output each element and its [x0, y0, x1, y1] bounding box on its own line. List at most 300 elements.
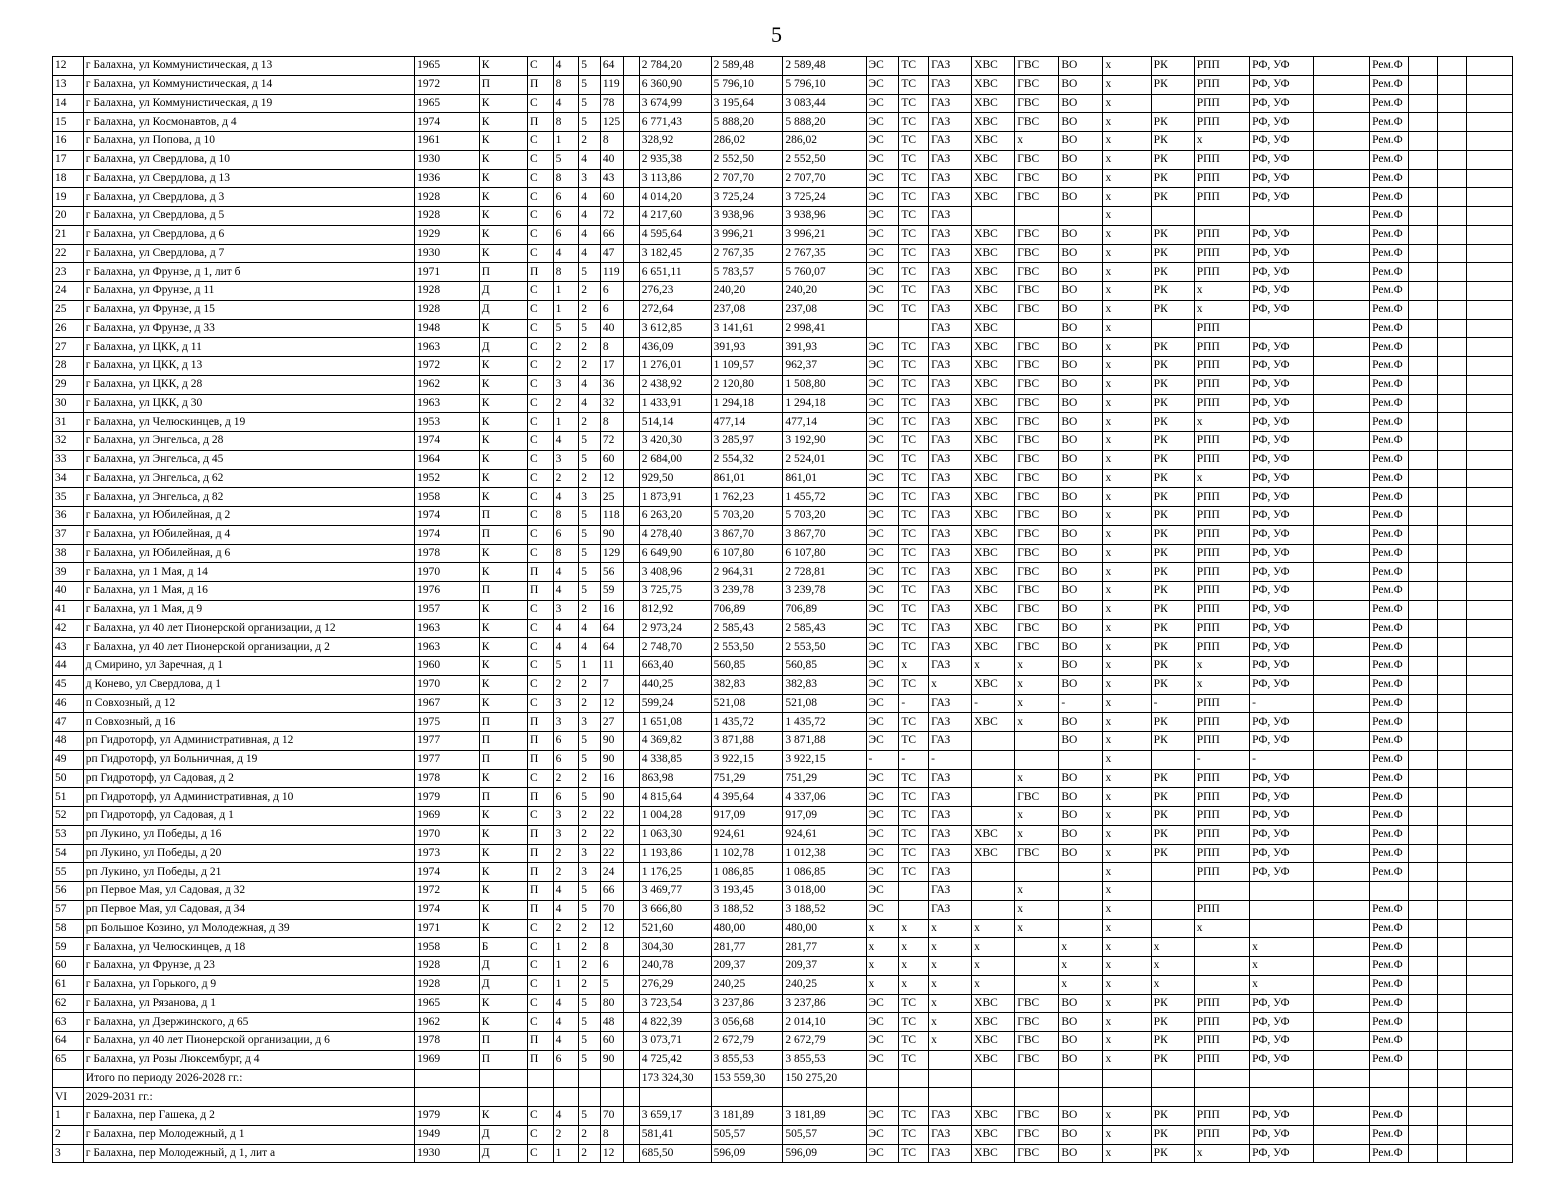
- table-cell: [1437, 919, 1466, 938]
- table-cell: П: [528, 1032, 554, 1051]
- table-cell: 2 524,01: [783, 450, 866, 469]
- table-cell: 4: [579, 207, 601, 226]
- table-cell: 40: [600, 150, 624, 169]
- table-row: [53, 975, 1513, 994]
- table-cell: 2: [579, 807, 601, 826]
- table-cell: [624, 788, 639, 807]
- table-cell: ТС: [899, 769, 929, 788]
- table-cell: [624, 188, 639, 207]
- table-cell: 2: [579, 300, 601, 319]
- table-cell: ХВС: [972, 544, 1015, 563]
- table-cell: 5 796,10: [783, 75, 866, 94]
- table-cell: х: [1103, 863, 1151, 882]
- table-cell: [1437, 244, 1466, 263]
- table-cell: РК: [1151, 263, 1194, 282]
- table-cell: ГВС: [1015, 300, 1059, 319]
- table-cell: 7: [600, 675, 624, 694]
- table-cell: 4: [579, 619, 601, 638]
- table-cell: х: [929, 957, 972, 976]
- table-cell: 1 102,78: [711, 844, 783, 863]
- table-cell: Рем.Ф: [1370, 282, 1409, 301]
- table-cell: 153 559,30: [711, 1069, 783, 1088]
- table-cell: ВО: [1059, 282, 1103, 301]
- table-cell: Рем.Ф: [1370, 507, 1409, 526]
- table-cell: Рем.Ф: [1370, 638, 1409, 657]
- table-cell: ГВС: [1015, 600, 1059, 619]
- table-cell: [1409, 788, 1438, 807]
- table-cell: [624, 619, 639, 638]
- table-cell: [1466, 957, 1512, 976]
- table-cell: [1466, 94, 1512, 113]
- table-cell: 4: [579, 150, 601, 169]
- table-cell: [1250, 1069, 1314, 1088]
- table-cell: х: [1103, 732, 1151, 751]
- table-cell: ВО: [1059, 263, 1103, 282]
- table-cell: ГВС: [1015, 544, 1059, 563]
- table-cell: [1466, 188, 1512, 207]
- table-cell: [1437, 282, 1466, 301]
- table-cell: РК: [1151, 169, 1194, 188]
- table-cell: [1409, 919, 1438, 938]
- table-cell: [1313, 975, 1369, 994]
- table-cell: [1466, 844, 1512, 863]
- table-cell: 1976: [415, 582, 480, 601]
- table-cell: 22: [600, 825, 624, 844]
- table-cell: 3 725,75: [639, 582, 711, 601]
- table-cell: [1466, 488, 1512, 507]
- table-cell: ВО: [1059, 469, 1103, 488]
- table-cell: РФ, УФ: [1250, 338, 1314, 357]
- table-cell: [1313, 169, 1369, 188]
- table-cell: С: [528, 507, 554, 526]
- table-cell: х: [1015, 919, 1059, 938]
- table-cell: ГАЗ: [929, 788, 972, 807]
- table-cell: РФ, УФ: [1250, 769, 1314, 788]
- table-cell: [1437, 825, 1466, 844]
- table-cell: К: [479, 150, 527, 169]
- table-cell: [1437, 694, 1466, 713]
- table-row: [53, 507, 1513, 526]
- table-cell: рп Первое Мая, ул Садовая, д 32: [83, 882, 414, 901]
- table-cell: ЭС: [866, 188, 899, 207]
- table-cell: х: [1103, 75, 1151, 94]
- table-cell: [1313, 582, 1369, 601]
- table-cell: х: [1250, 957, 1314, 976]
- table-cell: 64: [600, 619, 624, 638]
- table-cell: К: [479, 188, 527, 207]
- table-cell: С: [528, 300, 554, 319]
- table-cell: г Балахна, ул Челюскинцев, д 19: [83, 413, 414, 432]
- table-cell: 240,25: [783, 975, 866, 994]
- table-cell: РК: [1151, 57, 1194, 76]
- table-cell: 2 973,24: [639, 619, 711, 638]
- table-cell: ЭС: [866, 582, 899, 601]
- table-cell: VI: [53, 1088, 84, 1107]
- table-cell: х: [1103, 694, 1151, 713]
- table-cell: 477,14: [783, 413, 866, 432]
- table-cell: 17: [53, 150, 84, 169]
- table-cell: 3: [53, 1144, 84, 1163]
- table-cell: х: [1103, 900, 1151, 919]
- table-cell: 28: [53, 357, 84, 376]
- table-cell: ВО: [1059, 769, 1103, 788]
- table-cell: 1928: [415, 207, 480, 226]
- table-cell: 5 703,20: [783, 507, 866, 526]
- table-row: [53, 900, 1513, 919]
- table-cell: [1409, 319, 1438, 338]
- table-cell: 1 063,30: [639, 825, 711, 844]
- table-cell: 1 508,80: [783, 375, 866, 394]
- table-cell: 1965: [415, 994, 480, 1013]
- table-cell: [1015, 207, 1059, 226]
- table-cell: П: [528, 732, 554, 751]
- table-cell: [624, 882, 639, 901]
- table-cell: [972, 750, 1015, 769]
- table-cell: ГВС: [1015, 1050, 1059, 1069]
- table-cell: [1313, 94, 1369, 113]
- page-number: 5: [771, 22, 782, 47]
- table-cell: 1961: [415, 132, 480, 151]
- table-cell: К: [479, 544, 527, 563]
- table-cell: Рем.Ф: [1370, 188, 1409, 207]
- table-cell: [579, 1088, 601, 1107]
- table-cell: ГВС: [1015, 582, 1059, 601]
- table-cell: [1409, 1088, 1438, 1107]
- table-cell: 3: [553, 450, 579, 469]
- table-cell: 51: [53, 788, 84, 807]
- table-cell: [972, 1088, 1015, 1107]
- table-cell: 6 651,11: [639, 263, 711, 282]
- table-cell: [1437, 394, 1466, 413]
- table-cell: 6: [600, 282, 624, 301]
- table-cell: ГАЗ: [929, 507, 972, 526]
- table-cell: ХВС: [972, 600, 1015, 619]
- table-cell: РК: [1151, 825, 1194, 844]
- table-cell: РК: [1151, 582, 1194, 601]
- table-cell: 5: [579, 994, 601, 1013]
- table-cell: С: [528, 57, 554, 76]
- table-cell: [1313, 994, 1369, 1013]
- table-row: [53, 844, 1513, 863]
- table-cell: [1015, 750, 1059, 769]
- table-cell: ГВС: [1015, 469, 1059, 488]
- table-cell: Рем.Ф: [1370, 1050, 1409, 1069]
- table-cell: [1313, 638, 1369, 657]
- table-cell: х: [1103, 357, 1151, 376]
- table-cell: [1437, 488, 1466, 507]
- table-cell: 11: [600, 657, 624, 676]
- table-row: [53, 563, 1513, 582]
- table-cell: РК: [1151, 769, 1194, 788]
- table-cell: [1313, 807, 1369, 826]
- table-cell: С: [528, 150, 554, 169]
- table-cell: ГАЗ: [929, 882, 972, 901]
- table-cell: Рем.Ф: [1370, 169, 1409, 188]
- table-cell: РФ, УФ: [1250, 413, 1314, 432]
- table-cell: [1313, 919, 1369, 938]
- table-row: [53, 169, 1513, 188]
- table-cell: 6 360,90: [639, 75, 711, 94]
- table-cell: ГАЗ: [929, 357, 972, 376]
- table-cell: ЭС: [866, 882, 899, 901]
- table-cell: ЭС: [866, 788, 899, 807]
- table-cell: [1313, 338, 1369, 357]
- table-row: [53, 882, 1513, 901]
- table-cell: С: [528, 450, 554, 469]
- table-cell: х: [1059, 938, 1103, 957]
- table-cell: рп Большое Козино, ул Молодежная, д 39: [83, 919, 414, 938]
- table-cell: ТС: [899, 825, 929, 844]
- table-cell: 1978: [415, 1032, 480, 1051]
- table-cell: ХВС: [972, 1144, 1015, 1163]
- table-cell: С: [528, 807, 554, 826]
- table-cell: 6 649,90: [639, 544, 711, 563]
- table-cell: 1928: [415, 975, 480, 994]
- table-cell: г Балахна, ул Рязанова, д 1: [83, 994, 414, 1013]
- table-cell: [711, 1088, 783, 1107]
- table-cell: 3 420,30: [639, 432, 711, 451]
- table-cell: [624, 207, 639, 226]
- table-cell: [624, 807, 639, 826]
- table-cell: 1971: [415, 263, 480, 282]
- table-cell: 12: [53, 57, 84, 76]
- table-cell: 4: [579, 375, 601, 394]
- table-row: [53, 694, 1513, 713]
- table-cell: [1437, 357, 1466, 376]
- table-cell: П: [528, 788, 554, 807]
- table-cell: 8: [553, 169, 579, 188]
- table-cell: ГАЗ: [929, 563, 972, 582]
- table-cell: ВО: [1059, 619, 1103, 638]
- table-row: [53, 432, 1513, 451]
- table-cell: 3 725,24: [783, 188, 866, 207]
- table-cell: [1437, 1069, 1466, 1088]
- table-cell: 5 888,20: [783, 113, 866, 132]
- table-cell: 1974: [415, 113, 480, 132]
- table-cell: [1103, 1088, 1151, 1107]
- table-cell: С: [528, 488, 554, 507]
- table-cell: РФ, УФ: [1250, 357, 1314, 376]
- table-cell: ВО: [1059, 488, 1103, 507]
- table-cell: 32: [53, 432, 84, 451]
- table-cell: РФ, УФ: [1250, 432, 1314, 451]
- table-cell: [553, 1069, 579, 1088]
- table-cell: 4 815,64: [639, 788, 711, 807]
- table-cell: х: [1103, 807, 1151, 826]
- table-cell: ЭС: [866, 263, 899, 282]
- table-cell: 1936: [415, 169, 480, 188]
- table-cell: [624, 244, 639, 263]
- table-cell: [1437, 769, 1466, 788]
- table-cell: 2 438,92: [639, 375, 711, 394]
- table-cell: [1466, 1144, 1512, 1163]
- table-cell: ГАЗ: [929, 300, 972, 319]
- table-cell: г Балахна, ул Свердлова, д 5: [83, 207, 414, 226]
- table-cell: ХВС: [972, 169, 1015, 188]
- table-cell: П: [528, 863, 554, 882]
- table-cell: 60: [600, 450, 624, 469]
- table-row: [53, 244, 1513, 263]
- table-cell: [1313, 469, 1369, 488]
- table-row: [53, 394, 1513, 413]
- table-cell: 3 725,24: [711, 188, 783, 207]
- table-row: [53, 657, 1513, 676]
- table-cell: 21: [53, 225, 84, 244]
- table-cell: 4 369,82: [639, 732, 711, 751]
- table-cell: г Балахна, ул Коммунистическая, д 13: [83, 57, 414, 76]
- table-cell: [1313, 825, 1369, 844]
- table-cell: [1409, 1050, 1438, 1069]
- table-cell: ГВС: [1015, 394, 1059, 413]
- table-cell: [1409, 957, 1438, 976]
- table-cell: Рем.Ф: [1370, 713, 1409, 732]
- table-cell: РПП: [1194, 544, 1249, 563]
- table-cell: Д: [479, 282, 527, 301]
- table-cell: РК: [1151, 225, 1194, 244]
- table-cell: 663,40: [639, 657, 711, 676]
- table-cell: [1194, 207, 1249, 226]
- table-row: [53, 225, 1513, 244]
- table-cell: 3 922,15: [711, 750, 783, 769]
- table-cell: РПП: [1194, 394, 1249, 413]
- table-cell: ГАЗ: [929, 375, 972, 394]
- table-cell: рп Лукино, ул Победы, д 20: [83, 844, 414, 863]
- table-cell: Рем.Ф: [1370, 788, 1409, 807]
- table-cell: 4: [553, 488, 579, 507]
- table-cell: С: [528, 600, 554, 619]
- table-cell: РК: [1151, 338, 1194, 357]
- table-cell: С: [528, 207, 554, 226]
- table-cell: [1250, 1088, 1314, 1107]
- table-cell: 3 996,21: [783, 225, 866, 244]
- table-cell: К: [479, 432, 527, 451]
- table-cell: [1466, 132, 1512, 151]
- table-cell: [1409, 863, 1438, 882]
- table-cell: 3 285,97: [711, 432, 783, 451]
- table-cell: ТС: [899, 57, 929, 76]
- table-cell: [1437, 638, 1466, 657]
- table-cell: РФ, УФ: [1250, 657, 1314, 676]
- table-cell: 1962: [415, 1013, 480, 1032]
- table-cell: [1059, 1069, 1103, 1088]
- table-cell: ГАЗ: [929, 188, 972, 207]
- table-cell: Рем.Ф: [1370, 432, 1409, 451]
- table-cell: РК: [1151, 188, 1194, 207]
- table-cell: РПП: [1194, 694, 1249, 713]
- table-cell: [1466, 938, 1512, 957]
- table-cell: ГВС: [1015, 1013, 1059, 1032]
- table-cell: 1: [579, 657, 601, 676]
- table-cell: РФ, УФ: [1250, 788, 1314, 807]
- table-cell: 1974: [415, 525, 480, 544]
- table-cell: 8: [553, 544, 579, 563]
- table-cell: РФ, УФ: [1250, 75, 1314, 94]
- table-cell: [624, 300, 639, 319]
- table-cell: 751,29: [783, 769, 866, 788]
- table-cell: ГАЗ: [929, 132, 972, 151]
- table-cell: [1437, 863, 1466, 882]
- table-row: [53, 919, 1513, 938]
- table-cell: 2: [553, 1125, 579, 1144]
- table-cell: 80: [600, 994, 624, 1013]
- table-cell: РПП: [1194, 57, 1249, 76]
- table-cell: [624, 825, 639, 844]
- table-cell: [1313, 450, 1369, 469]
- table-cell: 240,25: [711, 975, 783, 994]
- table-cell: РФ, УФ: [1250, 563, 1314, 582]
- table-cell: РК: [1151, 1144, 1194, 1163]
- table-cell: [1409, 282, 1438, 301]
- table-cell: ХВС: [972, 300, 1015, 319]
- table-cell: х: [866, 957, 899, 976]
- table-cell: х: [1015, 882, 1059, 901]
- table-cell: К: [479, 207, 527, 226]
- table-cell: П: [479, 1050, 527, 1069]
- table-cell: ЭС: [866, 169, 899, 188]
- table-cell: 4: [553, 1032, 579, 1051]
- table-cell: Рем.Ф: [1370, 544, 1409, 563]
- table-cell: [1409, 525, 1438, 544]
- table-cell: 5: [553, 319, 579, 338]
- table-cell: 4 278,40: [639, 525, 711, 544]
- table-cell: 43: [53, 638, 84, 657]
- table-cell: ЭС: [866, 507, 899, 526]
- table-cell: ВО: [1059, 582, 1103, 601]
- table-cell: С: [528, 132, 554, 151]
- table-cell: г Балахна, ул Юбилейная, д 4: [83, 525, 414, 544]
- table-cell: ВО: [1059, 1125, 1103, 1144]
- table-cell: [624, 150, 639, 169]
- table-cell: [624, 75, 639, 94]
- table-cell: 209,37: [783, 957, 866, 976]
- table-cell: ЭС: [866, 600, 899, 619]
- table-cell: Рем.Ф: [1370, 863, 1409, 882]
- table-cell: 3 192,90: [783, 432, 866, 451]
- table-cell: [972, 882, 1015, 901]
- table-cell: РПП: [1194, 638, 1249, 657]
- table-cell: [1437, 188, 1466, 207]
- table-cell: ХВС: [972, 507, 1015, 526]
- table-cell: 1969: [415, 807, 480, 826]
- table-cell: [624, 1088, 639, 1107]
- table-cell: РФ, УФ: [1250, 638, 1314, 657]
- table-cell: ТС: [899, 432, 929, 451]
- table-cell: 22: [600, 807, 624, 826]
- table-cell: К: [479, 638, 527, 657]
- table-cell: ГАЗ: [929, 263, 972, 282]
- table-row: [53, 94, 1513, 113]
- table-cell: 2 935,38: [639, 150, 711, 169]
- table-cell: 1963: [415, 619, 480, 638]
- table-cell: [1437, 132, 1466, 151]
- table-cell: 391,93: [711, 338, 783, 357]
- table-cell: 382,83: [711, 675, 783, 694]
- table-cell: 2: [579, 338, 601, 357]
- table-cell: [624, 338, 639, 357]
- table-row: [53, 319, 1513, 338]
- table-cell: [624, 469, 639, 488]
- table-cell: 2 553,50: [711, 638, 783, 657]
- table-cell: ТС: [899, 207, 929, 226]
- table-cell: РФ, УФ: [1250, 394, 1314, 413]
- table-cell: [1409, 1013, 1438, 1032]
- table-cell: 2: [553, 357, 579, 376]
- table-cell: ГВС: [1015, 188, 1059, 207]
- table-cell: 3 996,21: [711, 225, 783, 244]
- table-cell: Рем.Ф: [1370, 563, 1409, 582]
- table-cell: [1409, 413, 1438, 432]
- table-cell: РК: [1151, 357, 1194, 376]
